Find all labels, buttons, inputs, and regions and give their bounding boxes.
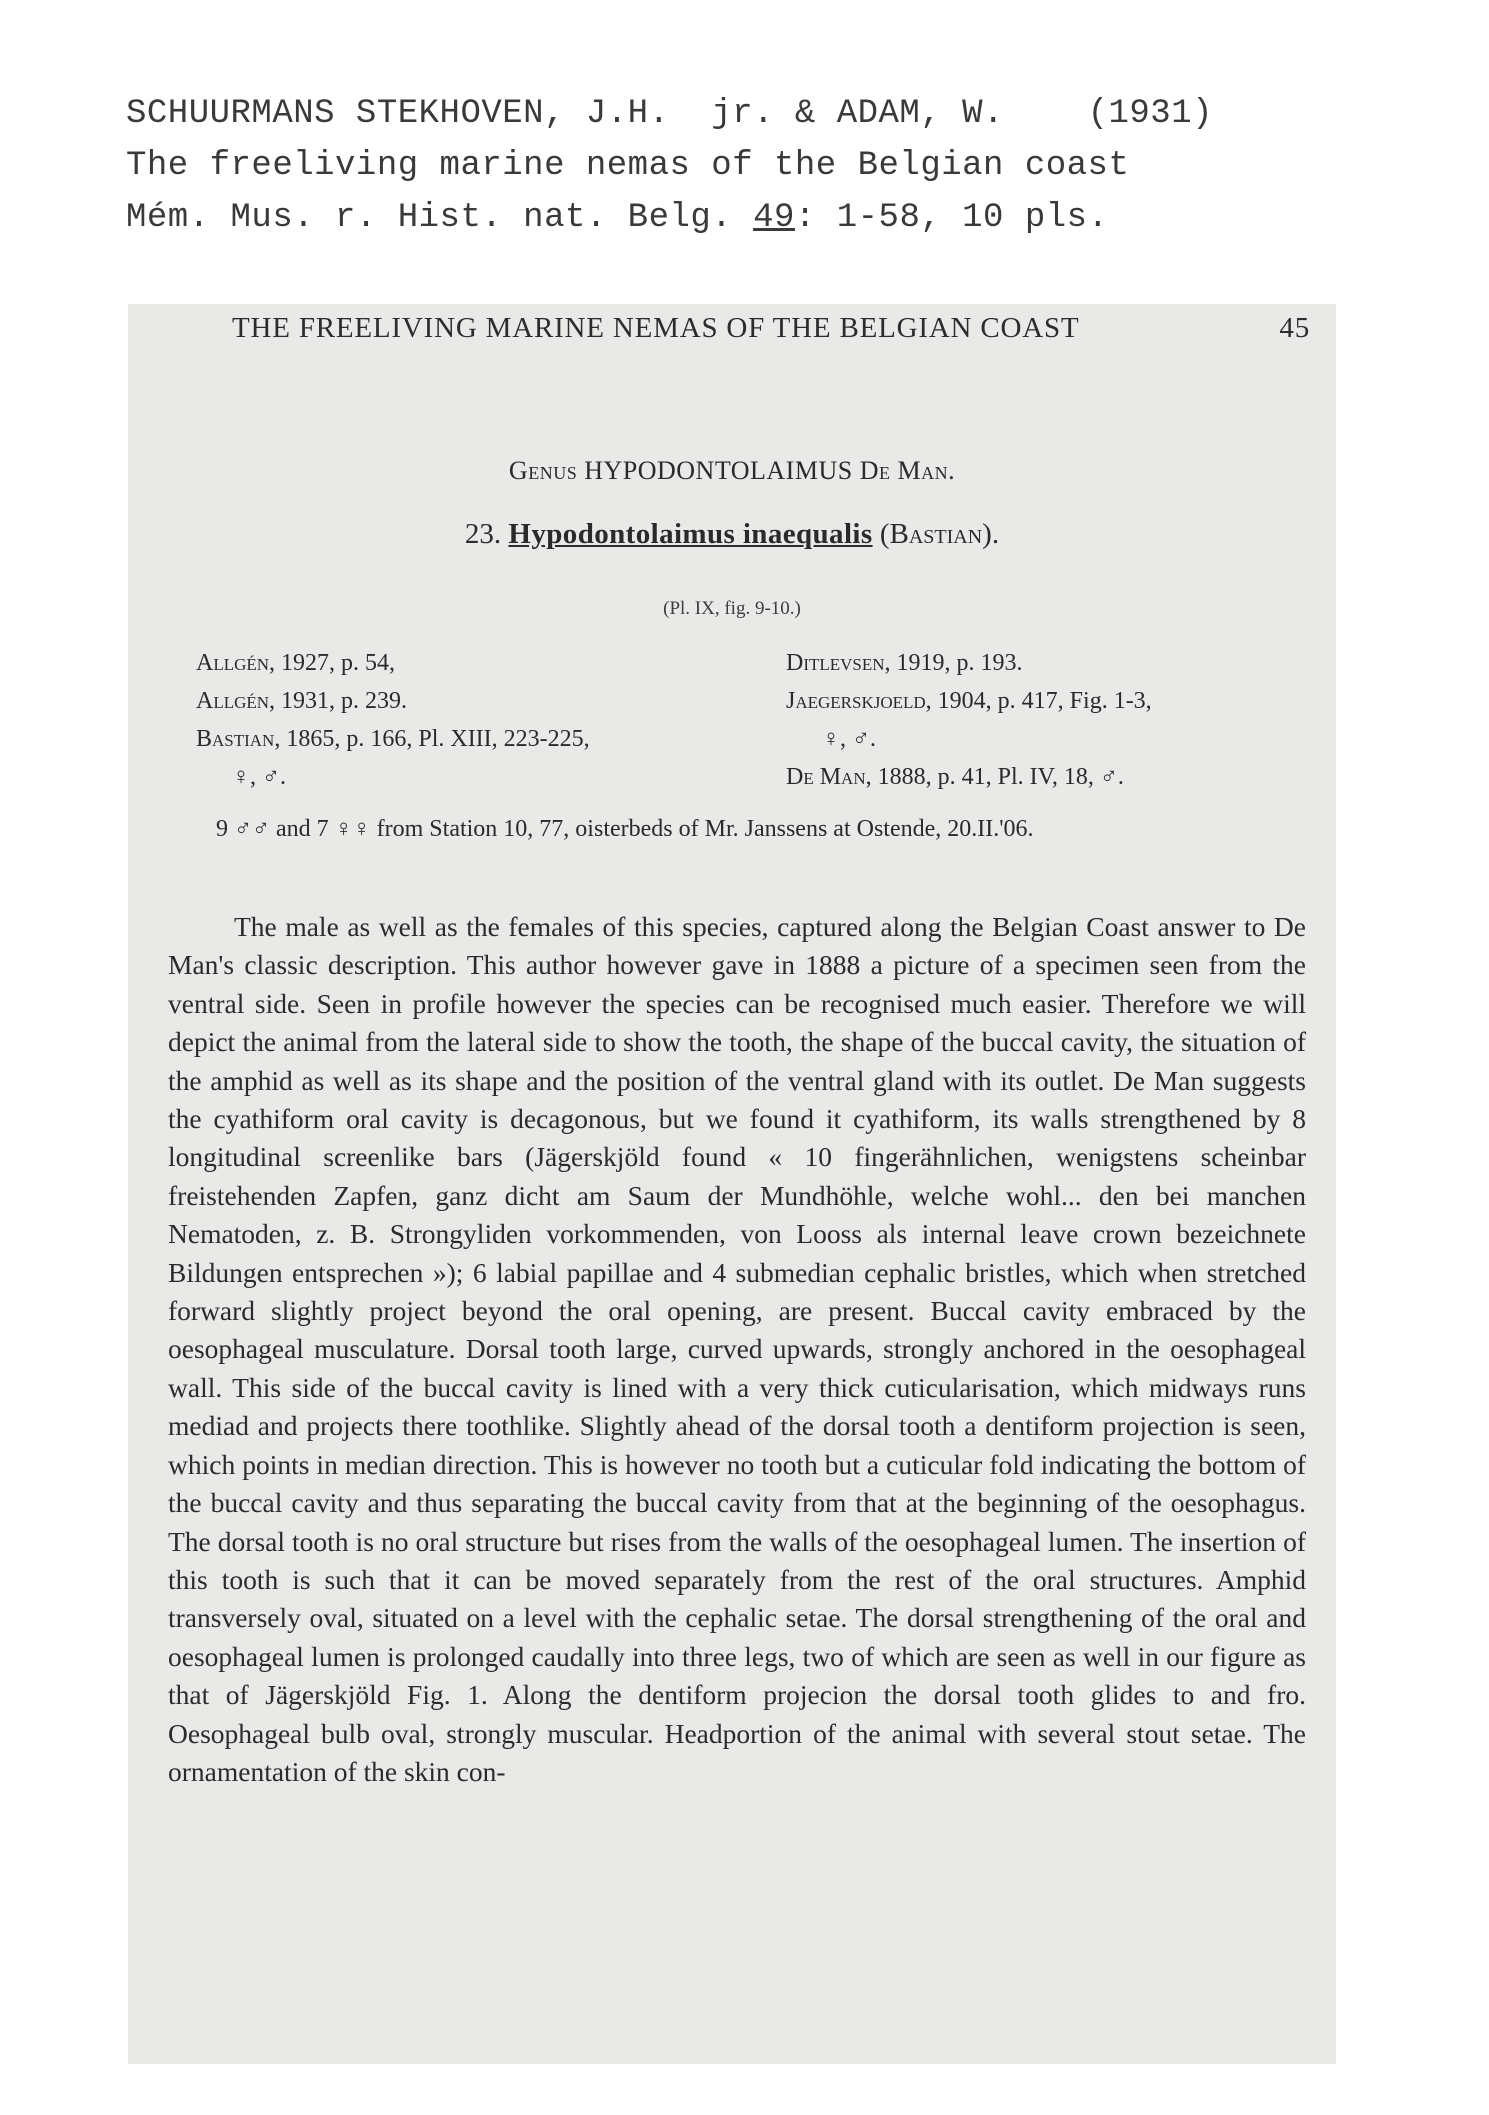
citation-line-1 (126, 88, 1213, 140)
plate-reference: (Pl. IX, fig. 9-10.) (663, 598, 801, 619)
reference-author: Bastian (196, 726, 275, 752)
genus-label: Genus (508, 456, 578, 485)
material-examined: 9 ♂♂ and 7 ♀♀ from Station 10, 77, oisterbeds of Mr. Janssens at Ostende, 20.II.'06. (216, 816, 1034, 842)
species-number: 23. (464, 518, 502, 550)
reference-details: ♀, ♂. (822, 726, 876, 752)
reference-author: De Man (786, 764, 866, 790)
citation-year: (1931) (1087, 95, 1213, 133)
citation-block (126, 88, 1213, 244)
page-number: 45 (1279, 312, 1310, 344)
reference-entry (196, 758, 756, 796)
citation-volume: 49 (753, 199, 795, 237)
citation-journal: Mém. Mus. r. Hist. nat. Belg. (126, 199, 733, 237)
citation-line-3 (126, 192, 1213, 244)
genus-name: HYPODONTOLAIMUS (584, 456, 853, 485)
scanned-page (128, 304, 1336, 2064)
citation-authors: SCHUURMANS STEKHOVEN, J.H. jr. & ADAM, W. (126, 95, 1004, 133)
reference-entry (786, 720, 1311, 758)
reference-details: ♀, ♂. (232, 764, 286, 790)
genus-heading (128, 456, 1336, 486)
reference-entry (196, 644, 756, 682)
running-header-title: THE FREELIVING MARINE NEMAS OF THE BELGIAN COAST (232, 312, 1080, 344)
reference-entry (786, 758, 1311, 796)
species-name: Hypodontolaimus inaequalis (508, 518, 873, 550)
genus-author: De Man. (859, 456, 956, 485)
reference-details: , 1931, p. 239. (269, 688, 408, 714)
reference-details: , 1865, p. 166, Pl. XIII, 223-225, (274, 726, 590, 752)
references-right-column (786, 644, 1311, 796)
description-paragraph: The male as well as the females of this species, captured along the Belgian Coast answer to De Man's classic description. This author however gave in 1888 a picture of a specimen seen from the ventral side. Seen in profile however the species can be recognised much easier. Therefore we will depict the animal from the lateral side to show the tooth, the shape of the buccal cavity, the situation of the amphid as well as its shape and the position of the ventral gland with its outlet. De Man suggests the cyathiform oral cavity is decagonous, but we found it cyathiform, its walls strengthened by 8 longitudinal screenlike bars (Jägerskjöld found « 10 fingerähnlichen, wenigstens scheinbar freistehenden Zapfen, ganz dicht am Saum der Mundhöhle, welche wohl... den bei manchen Nematoden, z. B. Strongyliden vorkommenden, von Looss als internal leave crown bezeichnete Bildungen entsprechen »); 6 labial papillae and 4 submedian cephalic bristles, which when stretched forward slightly project beyond the oral opening, are present. Buccal cavity embraced by the oesophageal musculature. Dorsal tooth large, curved upwards, strongly anchored in the oesophageal wall. This side of the buccal cavity is lined with a very thick cuticularisation, which midways runs mediad and projects there toothlike. Slightly ahead of the dorsal tooth a dentiform projection is seen, which points in median direction. This is however no tooth but a cuticular fold indicating the bottom of the buccal cavity and thus separating the buccal cavity from that at the beginning of the oesophagus. The dorsal tooth is no oral structure but rises from the walls of the oesophageal lumen. The insertion of this tooth is such that it can be moved separately from the rest of the oral structures. Amphid transversely oval, situated on a level with the cephalic setae. The dorsal strengthening of the oral and oesophageal lumen is prolonged caudally into three legs, two of which are seen as well in our figure as that of Jägerskjöld Fig. 1. Along the dentiform projecion the dorsal tooth glides to and fro. Oesophageal bulb oval, strongly muscular. Headportion of the animal with several stout setae. The ornamentation of the skin con- (168, 911, 1306, 1787)
reference-details: , 1888, p. 41, Pl. IV, 18, ♂. (865, 764, 1124, 790)
citation-title: The freeliving marine nemas of the Belgian coast (126, 147, 1130, 185)
reference-author: Allgén (196, 650, 270, 676)
reference-details: , 1919, p. 193. (884, 650, 1023, 676)
citation-pages: : 1-58, 10 pls. (794, 199, 1109, 237)
reference-details: , 1927, p. 54, (269, 650, 396, 676)
species-heading: 23. Hypodontolaimus inaequalis (Bastian). (464, 518, 1000, 550)
references-left-column (196, 644, 756, 796)
reference-details: , 1904, p. 417, Fig. 1-3, (925, 688, 1152, 714)
reference-entry (196, 682, 756, 720)
reference-entry (786, 682, 1311, 720)
reference-entry (786, 644, 1311, 682)
species-author: Bastian (889, 518, 983, 550)
reference-author: Allgén (196, 688, 270, 714)
reference-entry (196, 720, 756, 758)
reference-author: Jaegerskjoeld (786, 688, 926, 714)
reference-author: Ditlevsen (786, 650, 885, 676)
